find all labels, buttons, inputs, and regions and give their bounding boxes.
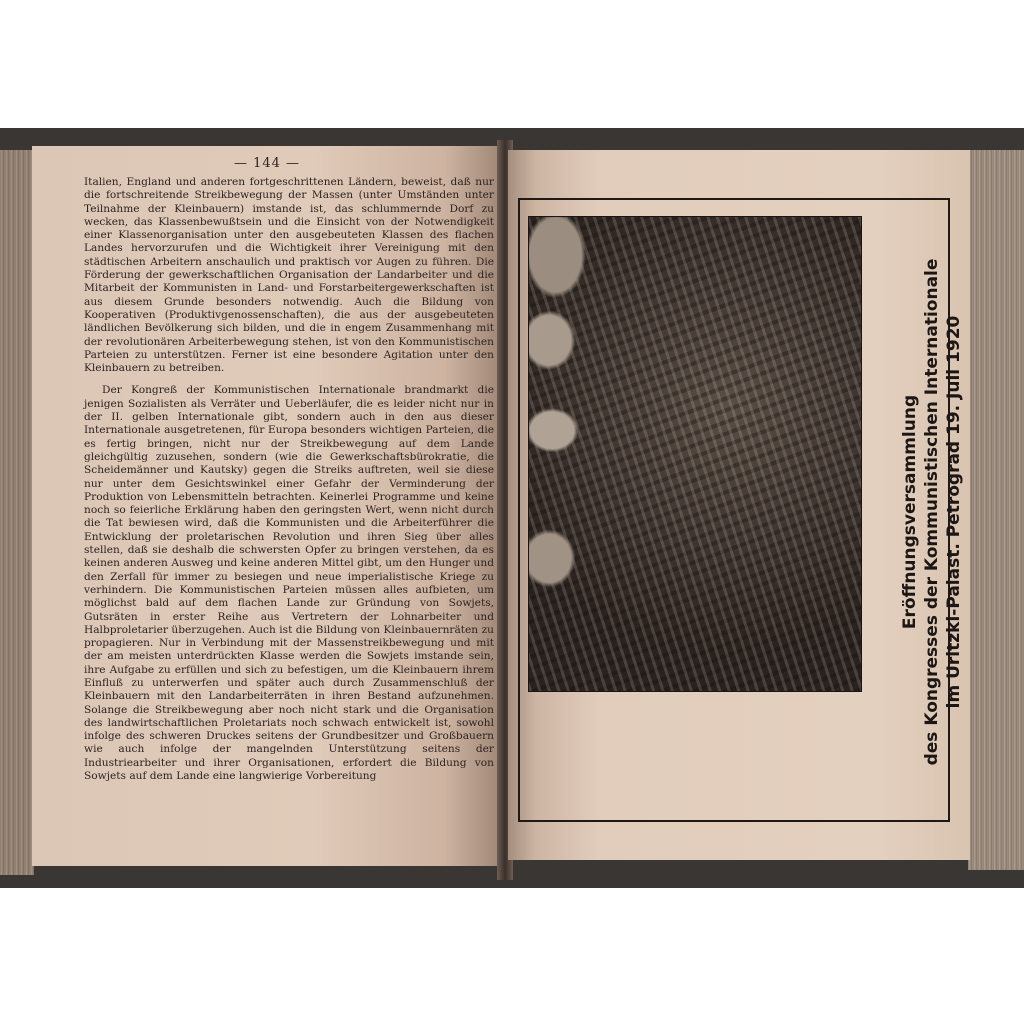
congress-photo (528, 216, 862, 692)
page-number: — 144 — (233, 156, 301, 171)
right-page (508, 150, 970, 860)
caption-line-3: im Uritzki-Palast. Petrograd 19. Juli 1920 (944, 315, 964, 709)
plate-caption (872, 232, 964, 792)
paragraph-2: Der Kongreß der Kommunistischen Internationale brandmarkt die jenigen Sozialisten als Verräter und Ueberläufer, die es leider nicht nur in der II. gelben Internationale gibt, sondern auch in den aus dieser Internationale ausgetretenen, für Europa besonders wichtigen Parteien, die es fertig bringen, nicht nur der Streikbewegung auf dem Lande gleichgültig zuzusehen, sondern (wie die Gewerkschaftsbürokratie, die Scheidemänner und Kautsky) gegen die Streiks auftreten, weil sie diese nur unter dem Gesichtswinkel einer Gefahr der Verminderung der Produktion von Lebensmitteln betrachten. Keinerlei Programme und keine noch so feierliche Erklärung haben den geringsten Wert, wenn nicht durch die Tat bewiesen wird, daß die Kommunisten und die Arbeiterführer die Entwicklung der proletarischen Revolution und ihren Sieg über alles stellen, daß sie deshalb die schwersten Opfer zu bringen verstehen, da es keinen anderen Ausweg und keine anderen Mittel gibt, um den Hunger und den Zerfall für immer zu besiegen und neue imperialistische Kriege zu verhindern. Die Kommunistischen Parteien müssen alles aufbieten, um möglichst bald auf dem flachen Lande zur Gründung von Sowjets, Gutsräten in erster Reihe aus Vertretern der Lohnarbeiter und Halbproletarier überzugehen. Auch ist die Bildung von Kleinbauernräten zu propagieren. Nur in Verbindung mit der Massenstreikbewegung und mit der am meisten unterdrückten Klasse werden die Sowjets imstande sein, ihre Aufgabe zu erfüllen und sich zu befestigen, um die Kleinbauern ihrem Einfluß zu unterwerfen und später auch durch Zusammenschluß der Kleinbauern mit den Landarbeiterräten in ihren Bestand aufzunehmen. Solange die Streikbewegung aber noch nicht stark und die Organisation des landwirtschaftlichen Proletariats noch schwach entwickelt ist, sowohl infolge des schweren Druckes seitens der Grundbesitzer und Großbauern wie auch infolge der mangelnden Unterstützung seitens der Industriearbeiter und ihrer Organisationen, erfordert die Bildung von Sowjets auf dem Lande eine langwierige Vorbereitung (84, 384, 494, 783)
caption-line-1: Eröffnungsversammlung (900, 394, 920, 630)
body-text (84, 176, 494, 783)
left-page-edges (0, 150, 34, 875)
left-page (32, 146, 502, 866)
paragraph-1: Italien, England und anderen fortgeschrittenen Ländern, beweist, daß nur die fortschreitende Streikbewegung der Massen (unter Umständen unter Teilnahme der Kleinbauern) imstande ist, das schlummernde Dorf zu wecken, das Klassenbewußtsein und die Einsicht von der Notwendigkeit einer Klassenorganisation unter den ausgebeuteten Klassen des flachen Landes hervorzurufen und die Wichtigkeit ihrer Vereinigung mit den städtischen Arbeitern anschaulich und praktisch vor Augen zu führen. Die Förderung der gewerkschaftlichen Organisation der Landarbeiter und die Mitarbeit der Kommunisten in Land- und Forstarbeitergewerkschaften ist aus diesem Grunde besonders notwendig. Auch die Bildung von Kooperativen (Produktivgenossenschaften), die aus der ausgebeuteten ländlichen Bevölkerung sich bilden, und die in engem Zusammenhang mit der revolutionären Arbeiterbewegung stehen, ist von den Kommunistischen Parteien zu unterstützen. Ferner ist eine besondere Agitation unter den Kleinbauern zu betreiben. (84, 176, 494, 375)
right-page-edges (968, 150, 1024, 870)
caption-line-2: des Kongresses der Kommunistischen Internationale (922, 258, 942, 766)
